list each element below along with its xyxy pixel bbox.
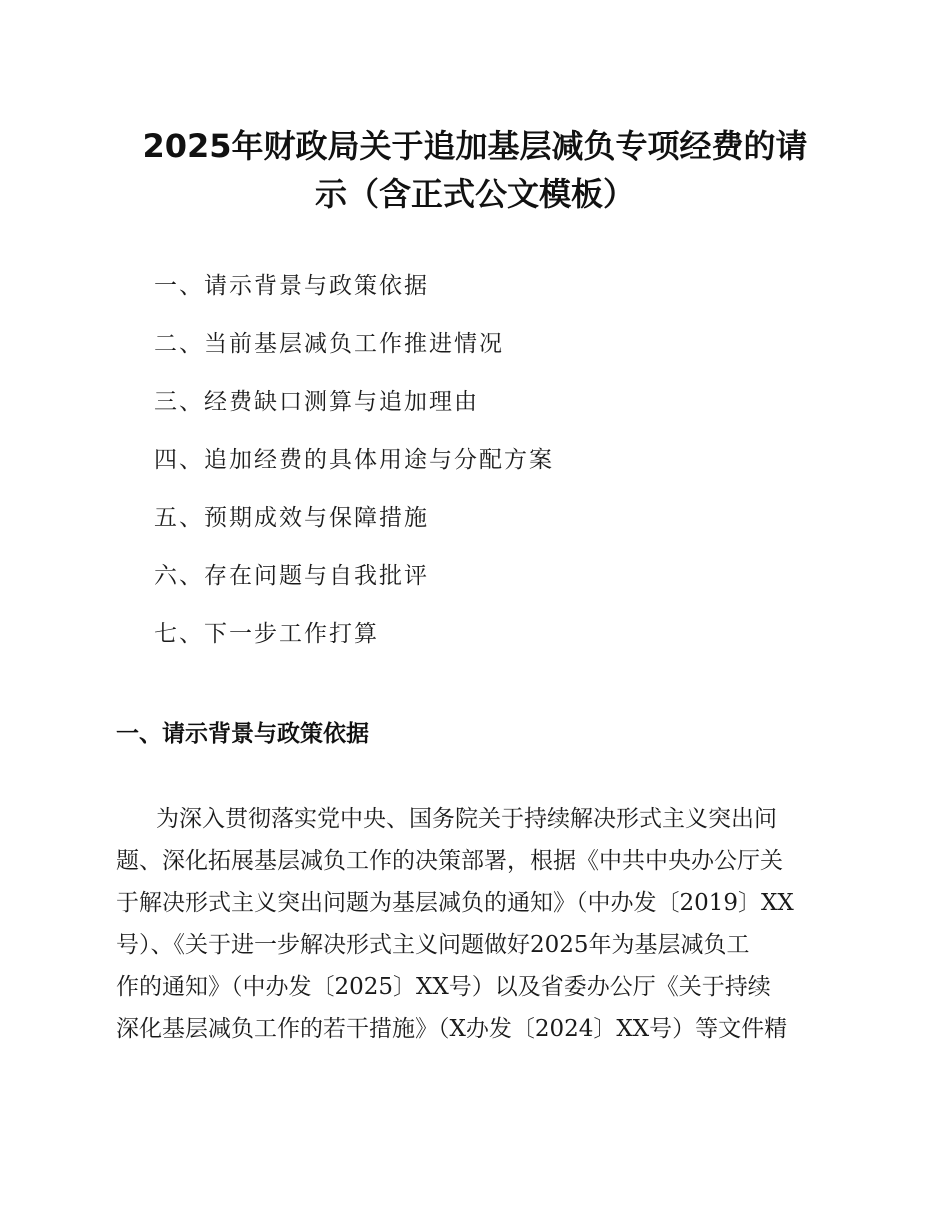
toc-item-7: 七、下一步工作打算 xyxy=(154,621,379,647)
paragraph-line: 于解决形式主义突出问题为基层减负的通知》（中办发〔2019〕XX xyxy=(116,890,794,916)
toc-item-5: 五、预期成效与保障措施 xyxy=(154,505,429,531)
body-paragraph xyxy=(116,798,836,1050)
table-of-contents xyxy=(154,266,554,672)
toc-item-4: 四、追加经费的具体用途与分配方案 xyxy=(154,447,554,473)
paragraph-line: 为深入贯彻落实党中央、国务院关于持续解决形式主义突出问 xyxy=(156,806,777,832)
paragraph-line: 号）、《关于进一步解决形式主义问题做好2025年为基层减负工 xyxy=(116,932,750,958)
document-title xyxy=(100,122,850,218)
title-line-2: 示（含正式公文模板） xyxy=(314,175,635,213)
toc-item-2: 二、当前基层减负工作推进情况 xyxy=(154,331,504,357)
toc-item-1: 一、请示背景与政策依据 xyxy=(154,273,429,299)
toc-item-6: 六、存在问题与自我批评 xyxy=(154,563,429,589)
title-line-1: 2025年财政局关于追加基层减负专项经费的请 xyxy=(142,127,808,165)
paragraph-line: 作的通知》（中办发〔2025〕XX号）以及省委办公厅《关于持续 xyxy=(116,974,771,1000)
toc-item-3: 三、经费缺口测算与追加理由 xyxy=(154,389,479,415)
paragraph-line: 深化基层减负工作的若干措施》（X办发〔2024〕XX号）等文件精 xyxy=(116,1016,788,1042)
paragraph-line: 题、深化拓展基层减负工作的决策部署，根据《中共中央办公厅关 xyxy=(116,848,783,874)
section-heading: 一、请示背景与政策依据 xyxy=(116,721,369,747)
